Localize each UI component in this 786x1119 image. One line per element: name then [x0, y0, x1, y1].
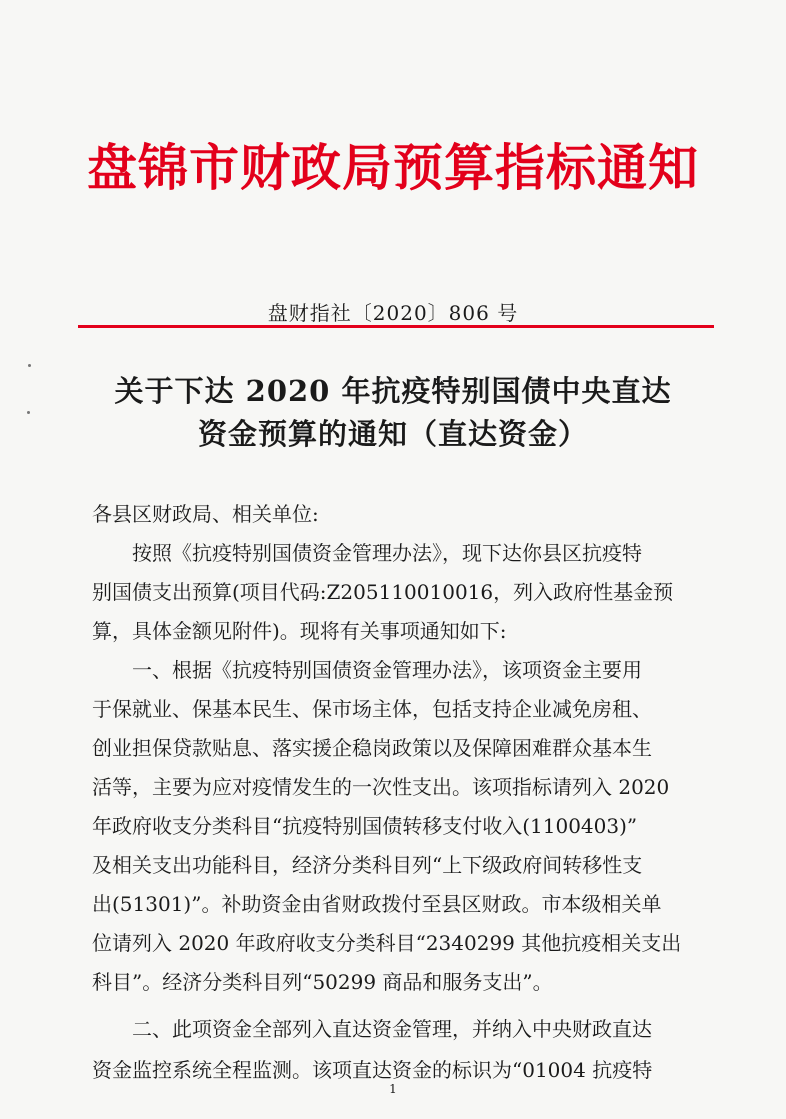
subject-title-line-1: 关于下达 2020 年抗疫特别国债中央直达 [114, 374, 672, 408]
body-paragraph-line: 创业担保贷款贴息、落实援企稳岗政策以及保障困难群众基本生 [92, 736, 652, 760]
body-paragraph-line: 年政府收支分类科目“抗疫特别国债转移支付收入(1100403)” [92, 814, 638, 838]
body-paragraph-line: 别国债支出预算(项目代码:Z205110010016，列入政府性基金预 [92, 580, 674, 604]
issuer-header-title: 盘锦市财政局预算指标通知 [87, 139, 699, 197]
body-paragraph-line: 于保就业、保基本民生、保市场主体，包括支持企业减免房租、 [92, 697, 652, 721]
body-paragraph-line: 活等，主要为应对疫情发生的一次性支出。该项指标请列入 2020 [92, 775, 670, 799]
body-paragraph-line: 位请列入 2020 年政府收支分类科目“2340299 其他抗疫相关支出 [92, 931, 682, 955]
subject-title-line-2: 资金预算的通知（直达资金） [197, 417, 588, 451]
body-paragraph-line: 二、此项资金全部列入直达资金管理，并纳入中央财政直达 [132, 1017, 652, 1041]
body-paragraph-line: 科目”。经济分类科目列“50299 商品和服务支出”。 [92, 970, 553, 994]
page-number: 1 [389, 1082, 397, 1096]
red-divider-line [78, 325, 714, 328]
body-paragraph-line: 一、根据《抗疫特别国债资金管理办法》，该项资金主要用 [132, 658, 642, 682]
document-number: 盘财指社〔2020〕806 号 [267, 301, 519, 325]
body-paragraph-line: 资金监控系统全程监测。该项直达资金的标识为“01004 抗疫特 [92, 1058, 653, 1082]
body-paragraph-line: 出(51301)”。补助资金由省财政拨付至县区财政。市本级相关单 [92, 892, 662, 916]
salutation: 各县区财政局、相关单位: [92, 502, 319, 526]
scan-speck [28, 364, 31, 367]
body-paragraph-line: 按照《抗疫特别国债资金管理办法》，现下达你县区抗疫特 [132, 541, 642, 565]
body-paragraph-line: 算，具体金额见附件)。现将有关事项通知如下: [92, 619, 507, 643]
body-paragraph-line: 及相关支出功能科目，经济分类科目列“上下级政府间转移性支 [92, 853, 643, 877]
